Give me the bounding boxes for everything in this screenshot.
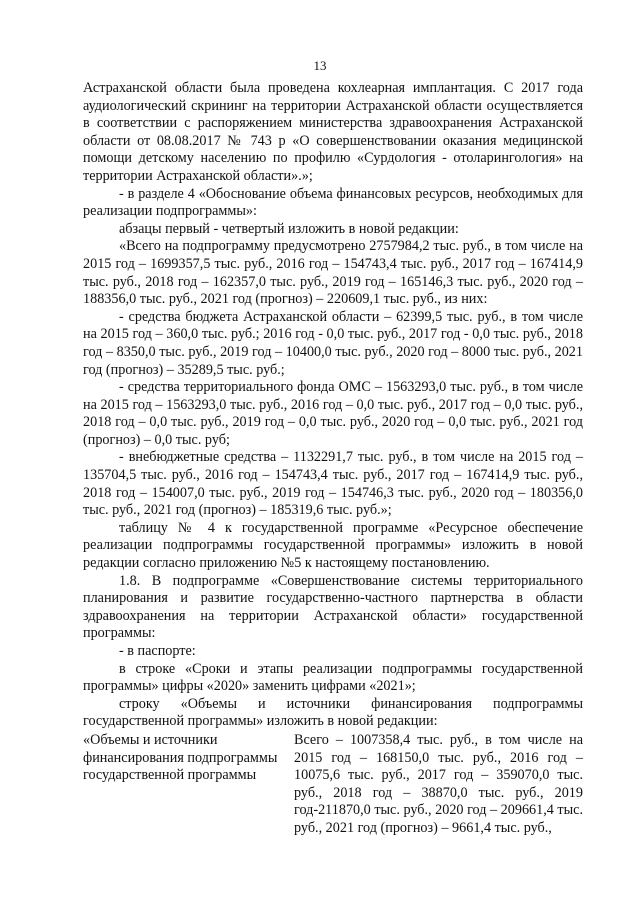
paragraph-10: - в паспорте: [119, 643, 196, 659]
funding-table-value: Всего – 1007358,4 тыс. руб., в том числе на 2015 год – 168150,0 тыс. руб., 2016 год – 10075,6 тыс. руб., 2017 год – 359070,0 тыс. руб., 2018 год – 38870,0 тыс. руб., 2019 год-211870,0 тыс. руб., 2020 год – 209661,4 тыс. руб., 2021 год (прогноз) – 9661,4 тыс. руб., [294, 731, 583, 836]
paragraph-6: - средства территориального фонда ОМС – 1563293,0 тыс. руб., в том числе на 2015 год – 1563293,0 тыс. руб., 2016 год – 0,0 тыс. руб., 2017 год – 0,0 тыс. руб., 2018 год – 0,0 тыс. руб., 2019 год – 0,0 тыс. руб., 2020 год – 0,0 тыс. руб., 2021 год (прогноз) – 0,0 тыс. руб; [83, 379, 583, 448]
paragraph-4: «Всего на подпрограмму предусмотрено 2757984,2 тыс. руб., в том числе на 2015 год – 1699357,5 тыс. руб., 2016 год – 154743,4 тыс. руб., 2017 год – 167414,9 тыс. руб., 2018 год – 162357,0 тыс. руб., 2019 год – 165146,3 тыс. руб., 2020 год – 188356,0 тыс. руб., 2021 год (прогноз) – 220609,1 тыс. руб., из них: [83, 238, 583, 308]
funding-table-label: «Объемы и источники финансирования подпрограммы государственной программы [83, 731, 278, 784]
document-body [83, 80, 583, 838]
paragraph-3: абзацы первый - четвертый изложить в новой редакции: [119, 220, 459, 237]
paragraph-1: Астраханской области была проведена кохлеарная имплантация. С 2017 года аудиологический скрининг на территории Астраханской области осуществляется в соответствии с распоряжением министерства здравоохранения Астраханской области от 08.08.2017 № 743 р «О совершенствовании оказания медицинской помощи детскому населению по профилю «Сурдология - отоларингология» на территории Астраханской области».»; [83, 80, 583, 184]
paragraph-8: таблицу № 4 к государственной программе «Ресурсное обеспечение реализации подпрограммы государственной программы» изложить в новой редакции согласно приложению №5 к настоящему постановлению. [83, 519, 583, 572]
paragraph-11: в строке «Сроки и этапы реализации подпрограммы государственной программы» цифры «2020» заменить цифрами «2021»; [83, 660, 583, 695]
page-number: 13 [313, 58, 327, 73]
paragraph-12: строку «Объемы и источники финансирования подпрограммы государственной программы» изложить в новой редакции: [83, 695, 583, 730]
funding-table [83, 732, 583, 838]
paragraph-2: - в разделе 4 «Обоснование объема финансовых ресурсов, необходимых для реализации подпрограммы»: [83, 185, 583, 220]
paragraph-7: - внебюджетные средства – 1132291,7 тыс. руб., в том числе на 2015 год – 135704,5 тыс. руб., 2016 год – 154743,4 тыс. руб., 2017 год – 167414,9 тыс. руб., 2018 год – 154007,0 тыс. руб., 2019 год – 154746,3 тыс. руб., 2020 год – 180356,0 тыс. руб., 2021 год (прогноз) – 185319,6 тыс. руб.»; [83, 449, 583, 519]
paragraph-9: 1.8. В подпрограмме «Совершенствование системы территориального планирования и развитие государственно-частного партнерства в области здравоохранения на территории Астраханской области» государственной программы: [83, 572, 583, 642]
paragraph-5: - средства бюджета Астраханской области – 62399,5 тыс. руб., в том числе на 2015 год – 360,0 тыс. руб.; 2016 год - 0,0 тыс. руб., 2017 год - 0,0 тыс. руб., 2018 год – 8350,0 тыс. руб., 2019 год – 10400,0 тыс. руб., 2020 год – 8000 тыс. руб., 2021 год (прогноз) – 35289,5 тыс. руб.; [83, 308, 583, 378]
